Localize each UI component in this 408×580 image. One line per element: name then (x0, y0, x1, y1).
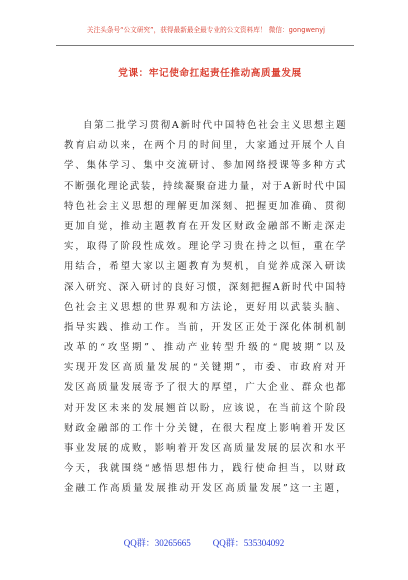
footer-qq-group-1: QQ群：30265665 (123, 538, 191, 548)
body-line: 对开发区未来的发展翘首以盼，应该说，在当前这个阶段 (64, 402, 346, 414)
header-divider (56, 45, 354, 46)
document-body (64, 116, 346, 500)
footer (0, 536, 408, 549)
body-line: 发区高质量发展寄予了很大的厚望，广大企业、群众也都 (64, 382, 346, 394)
body-line: 用结合，希望大家以主题教育为契机，自觉养成深入研读 (64, 261, 346, 273)
document-title: 党课：牢记使命扛起责任推动高质量发展 (118, 68, 302, 79)
body-line: 指导实践、推动工作。当前，开发区正处于深化体制机制 (64, 321, 346, 333)
body-line: 实，取得了阶段性成效。理论学习贵在持之以恒，重在学 (64, 241, 346, 253)
body-line: 事业发展的成败，影响着开发区高质量发展的层次和水平 (64, 443, 346, 454)
body-line: 深入研究、深入研讨的良好习惯，深刻把握A新时代中国特 (64, 281, 346, 293)
header-banner: 关注头条号“公文研究”，获得最新最全最专业的公文资料库！ 微信：gongwenyj (86, 26, 326, 34)
body-line: 今天，我就围绕“感悟思想伟力，践行使命担当，以财政 (64, 463, 346, 475)
body-line: 色社会主义思想的世界观和方法论，更好用以武装头脑、 (64, 301, 346, 313)
footer-qq-group-2: QQ群：535304092 (212, 538, 285, 548)
body-line: 金融工作高质量发展推动开发区高质量发展”这一主题， (64, 483, 346, 495)
body-line: 教育启动以来，在两个月的时间里，大家通过开展个人自 (64, 140, 346, 152)
body-line: 改革的“攻坚期”、推动产业转型升级的“爬坡期”以及 (64, 342, 346, 354)
body-line: 学、集体学习、集中交流研讨、参加网络授课等多种方式 (64, 160, 346, 172)
body-line: 财政金融部的工作十分关键，在很大程度上影响着开发区 (64, 422, 346, 434)
body-line: 特色社会主义思想的理解更加深刻、把握更加准确、贯彻 (64, 200, 346, 212)
body-line: 实现开发区高质量发展的“关键期”，市委、市政府对开 (64, 362, 346, 374)
body-line: 自第二批学习贯彻A新时代中国特色社会主义思想主题 (83, 120, 346, 131)
body-line: 不断强化理论武装，持续凝聚奋进力量，对于A新时代中国 (64, 180, 346, 192)
body-line: 更加自觉，推动主题教育在开发区财政金融部不断走深走 (64, 220, 346, 232)
